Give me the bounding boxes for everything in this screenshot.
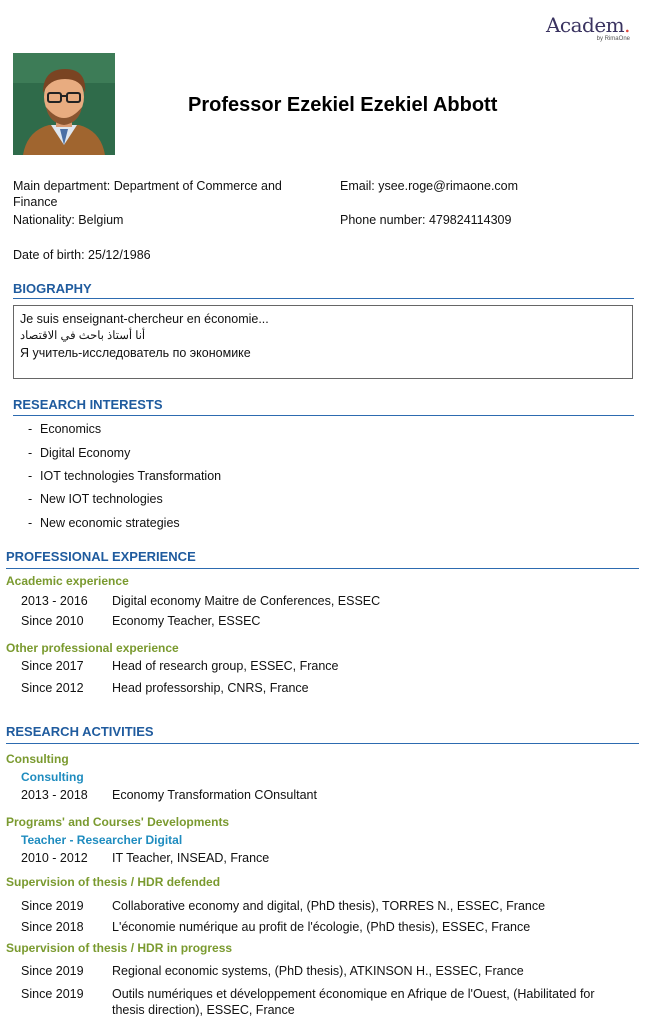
programs-subheading: Programs' and Courses' Developments — [6, 815, 230, 829]
professional-experience-heading: PROFESSIONAL EXPERIENCE — [6, 549, 196, 564]
interest-item: - IOT technologies Transformation — [28, 469, 222, 483]
brand-tagline: by RimaOne — [596, 36, 630, 42]
email: Email: ysee.roge@rimaone.com — [340, 179, 519, 193]
nationality: Nationality: Belgium — [13, 213, 124, 227]
date-of-birth: Date of birth: 25/12/1986 — [13, 248, 151, 262]
academic-experience-subheading: Academic experience — [6, 574, 129, 588]
research-activities-heading: RESEARCH ACTIVITIES — [6, 724, 154, 739]
thesis-defended-subheading: Supervision of thesis / HDR defended — [6, 875, 221, 889]
thesis-in-progress-subheading: Supervision of thesis / HDR in progress — [6, 941, 233, 955]
biography-line: Я учитель-исследователь по экономике — [20, 346, 251, 360]
professional-experience-divider — [6, 568, 639, 569]
research-interests-divider — [13, 415, 634, 416]
consulting-subheading: Consulting — [6, 752, 69, 766]
interest-item: - Economics — [28, 422, 102, 436]
biography-heading: BIOGRAPHY — [13, 281, 92, 296]
interest-item: - New economic strategies — [28, 516, 180, 530]
biography-divider — [13, 298, 634, 299]
other-experience-subheading: Other professional experience — [6, 641, 179, 655]
research-activities-divider — [6, 743, 639, 744]
profile-avatar — [13, 53, 115, 155]
interest-item: - New IOT technologies — [28, 492, 163, 506]
biography-line: أنا أستاذ باحث في الاقتصاد — [20, 330, 146, 342]
biography-line: Je suis enseignant-chercheur en économie... — [20, 312, 269, 326]
profile-name: Professor Ezekiel Ezekiel Abbott — [188, 94, 498, 116]
main-department: Main department: Department of Commerce and Finance — [13, 179, 282, 209]
brand-logo — [546, 14, 630, 42]
brand-wordmark: Academ. — [545, 13, 630, 37]
consulting-category: Consulting — [21, 770, 84, 784]
phone-number: Phone number: 479824114309 — [340, 213, 512, 227]
programs-category: Teacher - Researcher Digital — [21, 833, 183, 847]
interest-item: - Digital Economy — [28, 446, 131, 460]
biography-box — [13, 305, 633, 379]
research-interests-heading: RESEARCH INTERESTS — [13, 397, 163, 412]
